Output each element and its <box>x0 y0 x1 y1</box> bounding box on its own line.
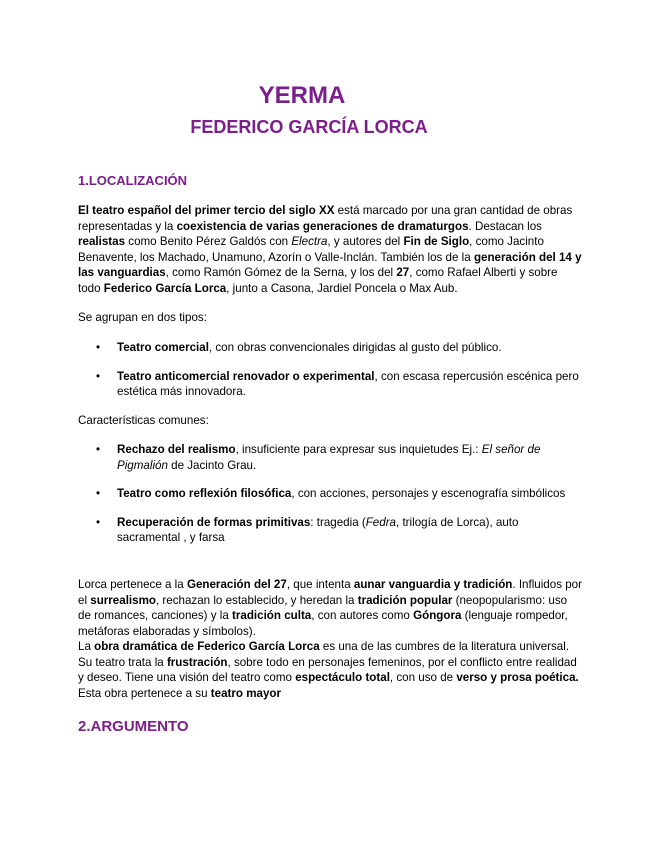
paragraph-features-intro: Características comunes: <box>78 414 209 427</box>
bold-text: Rechazo del realismo <box>117 443 236 456</box>
text-run: de Jacinto Grau. <box>167 458 257 472</box>
paragraph-lorca-work <box>78 639 583 701</box>
text-run: , con uso de <box>389 671 457 685</box>
bold-text: Teatro comercial <box>117 341 209 354</box>
text-run: (lenguaje rompedor, metáforas elaboradas y símbolos). <box>78 609 568 638</box>
page-title: YERMA <box>258 82 346 109</box>
text-run: . Destacan los <box>468 219 542 233</box>
text-run: , rechazan lo establecido, y heredan la <box>155 593 358 607</box>
bold-text: espectáculo total <box>295 671 390 685</box>
list-item <box>78 515 583 546</box>
list-item <box>78 442 583 473</box>
author-subtitle: FEDERICO GARCÍA LORCA <box>190 117 428 137</box>
bold-text: surrealismo <box>90 593 156 607</box>
paragraph-types-intro: Se agrupan en dos tipos: <box>78 311 207 324</box>
text-run: , sobre todo en personajes femeninos, por el conflicto entre realidad y deseo. Tiene una visión del teatro como <box>78 655 577 685</box>
bold-text: Teatro anticomercial renovador o experimental <box>117 369 375 383</box>
text-run: , con acciones, personajes y escenografía simbólicos <box>291 487 566 501</box>
list-item <box>78 340 583 356</box>
types-list <box>78 340 583 400</box>
features-list <box>78 442 583 546</box>
bold-text: 27 <box>396 266 410 280</box>
text-run: como Benito Pérez Galdós con <box>125 235 292 249</box>
italic-text: Fedra <box>365 515 397 529</box>
bold-text: obra dramática de Federico García Lorca <box>94 640 320 653</box>
text-run: Lorca pertenece a la <box>78 578 187 591</box>
bold-text: realistas <box>78 235 126 249</box>
text-run: , con autores como <box>311 609 414 623</box>
bold-text: frustración <box>166 655 228 669</box>
text-run: es una de las cumbres de la literatura universal. Su teatro trata la <box>78 640 570 669</box>
section-heading-argumento: 2.ARGUMENTO <box>78 718 189 735</box>
bold-text: Generación del 27 <box>186 578 287 591</box>
bold-text: Fin de Siglo <box>403 235 470 249</box>
bold-text: Recuperación de formas primitivas <box>117 515 311 529</box>
text-run: , junto a Casona, Jardiel Poncela o Max Aub. <box>226 281 458 295</box>
text-run: , como Rafael Alberti y sobre todo <box>78 266 558 295</box>
list-item <box>78 486 583 502</box>
text-run: La <box>78 640 95 653</box>
bold-text: coexistencia de varias generaciones de dramaturgos <box>176 219 469 233</box>
paragraph-context <box>78 203 583 297</box>
bold-text: teatro mayor <box>210 686 282 700</box>
bold-text: Góngora <box>413 609 462 623</box>
italic-text: El señor de Pigmalión <box>117 443 541 472</box>
bold-text: Federico García Lorca <box>103 281 227 295</box>
text-run: está marcado por una gran cantidad de obras representadas y la <box>78 204 573 233</box>
text-run: , trilogía de Lorca), auto sacramental , y farsa <box>117 515 519 545</box>
bold-text: Teatro como reflexión filosófica <box>117 487 292 501</box>
list-item <box>78 369 583 400</box>
bold-text: generación del 14 y las vanguardias <box>78 250 582 280</box>
text-run: , con escasa repercusión escénica pero estética más innovadora. <box>117 369 579 399</box>
bold-text: aunar vanguardia y tradición <box>353 578 513 591</box>
text-run: , con obras convencionales dirigidas al gusto del público. <box>208 341 502 354</box>
text-run: , que intenta <box>286 578 354 591</box>
italic-text: Electra <box>291 235 328 249</box>
bold-text: tradición popular <box>357 593 453 607</box>
bold-text: tradición culta <box>232 609 312 623</box>
text-run: , como Jacinto Benavente, los Machado, Unamuno, Azorín o Valle-Inclán. También los de la <box>78 235 544 264</box>
bold-text: verso y prosa poética. <box>456 671 579 685</box>
paragraph-generation <box>78 577 583 639</box>
text-run: Esta obra pertenece a su <box>78 686 211 700</box>
text-run: , como Ramón Gómez de la Serna, y los del <box>165 266 397 280</box>
text-run: , insuficiente para expresar sus inquietudes Ej.: <box>235 443 482 456</box>
text-run: : tragedia ( <box>310 515 366 529</box>
text-run: . Influidos por el <box>78 578 582 607</box>
text-run: (neopopularismo: uso de romances, canciones) y la <box>78 593 568 623</box>
bold-text: El teatro español del primer tercio del siglo XX <box>78 204 335 217</box>
text-run: , y autores del <box>327 235 404 249</box>
section-heading-localizacion: 1.LOCALIZACIÓN <box>78 173 188 188</box>
